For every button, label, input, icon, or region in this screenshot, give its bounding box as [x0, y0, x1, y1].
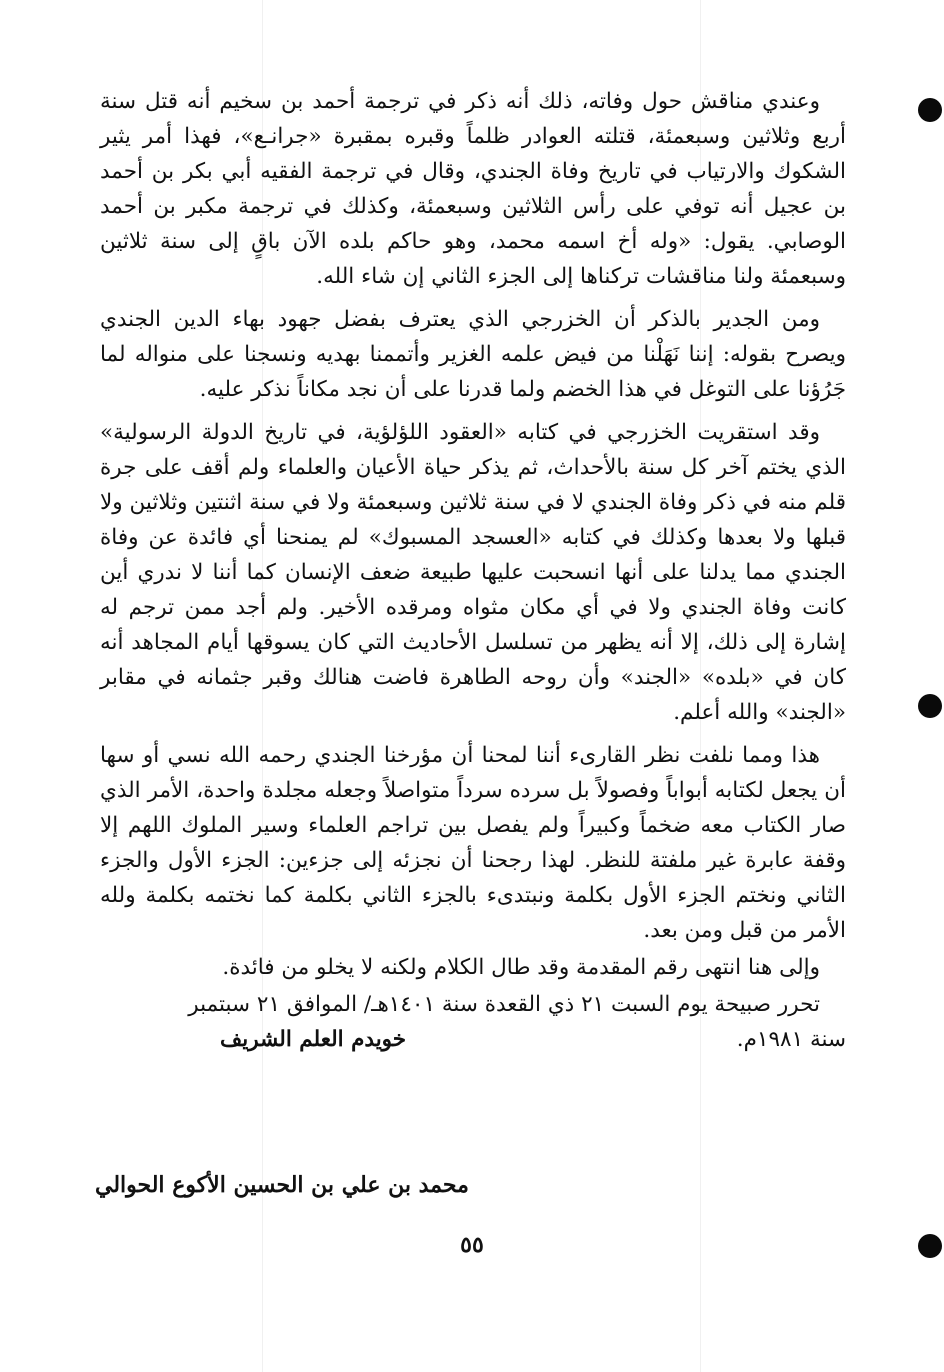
- date-line: تحرر صبيحة يوم السبت ٢١ ذي القعدة سنة ١٤٠١هـ/ الموافق ٢١ سبتمبر: [188, 992, 820, 1017]
- signature-title: خويدم العلم الشريف: [220, 1027, 407, 1052]
- signature-name: محمد بن علي بن الحسين الأكوع الحوالي: [95, 1172, 469, 1198]
- binder-hole: [918, 1234, 942, 1258]
- page-number: ٥٥: [460, 1232, 484, 1258]
- document-body: [100, 84, 846, 1057]
- date-end: سنة ١٩٨١م.: [736, 1027, 846, 1052]
- paragraph-4: هذا ومما نلفت نظر القارىء أننا لمحنا أن مؤرخنا الجندي رحمه الله نسي أو سها أن يجعل لكتابه أبواباً وفصولاً بل سرده سرداً متواصلاً وجعله مجلدة واحدة، الأمر الذي صار الكتاب معه ضخماً وكبيراً ولم يفصل بين تراجم العلماء وسير الملوك اللهم إلا وقفة عابرة غير ملفتة للنظر. لهذا رجحنا أن نجزئه إلى جزءين: الجزء الأول والجزء الثاني ونختم الجزء الأول بكلمة ونبتدىء بالجزء الثاني بكلمة كما نختمه بكلمة ولله الأمر من قبل ومن بعد.: [100, 743, 846, 943]
- paragraph-1: وعندي مناقش حول وفاته، ذلك أنه ذكر في ترجمة أحمد بن سخيم أنه قتل سنة أربع وثلاثين وسبعمئة، قتلته العوادر ظلماً وقبره بمقبرة «جرانـع»، فهذا أمر يثير الشكوك والارتياب في تاريخ وفاة الجندي، وقال في ترجمة الفقيه أبي بكر بن أحمد بن عجيل أنه توفي على رأس الثلاثين وسبعمئة، وكذلك في ترجمة مكبر بن أحمد الوصابي. يقول: «وله أخ اسمه محمد، وهو حاكم بلده الآن باقٍ إلى سنة ثلاثين وسبعمئة ولنا مناقشات تركناها إلى الجزء الثاني إن شاء الله.: [100, 89, 847, 289]
- paragraph-3: وقد استقريت الخزرجي في كتابه «العقود اللؤلؤية، في تاريخ الدولة الرسولية» الذي يختم آخر كل سنة بالأحداث، ثم يذكر حياة الأعيان والعلماء ولم أقف على جرة قلم منه في ذكر وفاة الجندي لا في سنة ثلاثين وسبعمئة ولا في سنة اثنتين وثلاثين ولا قبلها ولا بعدها وكذلك في كتابه «العسجد المسبوك» لم يمنحنا أي فائدة عن وفاة الجندي مما يدلنا على أنها انسحبت عليها طبيعة ضعف الإنسان كما أننا لا ندري أين كانت وفاة الجندي ولا في أي مكان مثواه ومرقده الأخير. ولم أجد ممن ترجم له إشارة إلى ذلك، إلا أنه يظهر من تسلسل الأحاديث التي كان يسوقها أيام المجاهد أنه كان في «بلده» «الجند» وأن روحه الطاهرة فاضت هنالك وقبر جثمانه في مقابر «الجند» والله أعلم.: [100, 420, 846, 725]
- paragraph-5: وإلى هنا انتهى رقم المقدمة وقد طال الكلام ولكنه لا يخلو من فائدة.: [222, 955, 820, 980]
- paragraph-2: ومن الجدير بالذكر أن الخزرجي الذي يعترف بفضل جهود بهاء الدين الجندي ويصرح بقوله: إننا نَهَلْنا من فيض علمه الغزير وأتممنا بهديه ونسجنا على منواله لما جَرُؤنا على التوغل في هذا الخضم ولما قدرنا على أن نجد مكاناً نذكر عليه.: [100, 307, 846, 402]
- date-closing-row: [100, 1022, 846, 1057]
- binder-hole: [918, 694, 942, 718]
- binder-hole: [918, 98, 942, 122]
